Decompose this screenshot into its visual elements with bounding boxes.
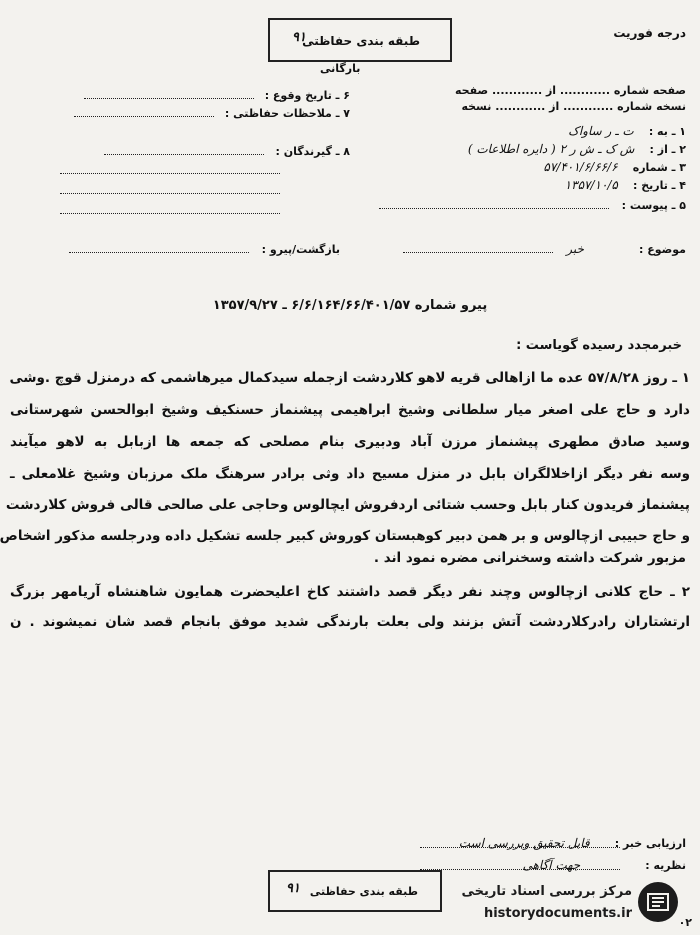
event-date-label: ۶ ـ تاریخ وقوع :	[264, 89, 350, 102]
from-label: ۲ ـ از :	[649, 143, 686, 156]
footer-stamp-value: ۹۱	[286, 881, 300, 896]
body-line: ۲ ـ حاج کلانی ازچالوس وچند نفر دیگر قصد داشتند کاخ اعلیحضرت همایون شاهنشاه آریامهر بزرگ	[10, 584, 690, 600]
attachment-row	[366, 194, 686, 210]
evaluation-value: قابل تحقیق وبررسی است	[458, 836, 590, 850]
number-row	[366, 156, 686, 172]
intro-line: خبرمجدد رسیده گویاست :	[516, 338, 682, 353]
classification-stamp-value: ۹۱	[292, 30, 306, 45]
date-row	[366, 174, 686, 190]
reference-line: پیرو شماره ۶/۶/۱۶۴/۶۶/۴۰۱/۵۷ ـ ۱۳۵۷/۹/۲۷	[212, 298, 488, 313]
evaluation-label: ارزیابی خبر :	[614, 837, 686, 850]
from-row	[366, 138, 686, 154]
body-line: وسه نفر دیگر ازاخلالگران بابل در منزل مسیح داد وثی برادر سرهنگ ملک مرزبان وشیخ غلامعلی ـ	[10, 466, 690, 482]
to-label: ۱ ـ به :	[648, 125, 686, 138]
body-line: وسید صادق مطهری پیشنماز مرزن آباد ودبیری بنام مصلحی که جمعه ها ازبابل به لاهو میآیند	[10, 434, 690, 450]
protective-notes-row	[60, 102, 350, 118]
watermark-text: مرکز بررسی اسناد تاریخی	[461, 884, 632, 899]
number-value: ۵۷/۴۰۱/۶/۶۶/۶	[543, 160, 618, 174]
dotted-line	[420, 846, 620, 848]
event-date-row	[60, 84, 350, 100]
return-row	[40, 238, 340, 256]
body-line: دارد و حاج علی اصغر میار سلطانی وشیخ ابراهیمی پیشنماز حسنکیف وشیخ ابوالحسن شهرستانی	[10, 402, 690, 418]
attachment-label: ۵ ـ پیوست :	[621, 199, 686, 212]
to-row	[366, 120, 686, 136]
sub-stamp: بارگانی	[320, 62, 361, 75]
watermark	[438, 876, 678, 932]
date-label: ۴ ـ تاریخ :	[632, 179, 686, 192]
date-value: ۱۳۵۷/۱۰/۵	[564, 178, 618, 192]
footer-stamp-label: طبقه بندی حفاظتی	[309, 885, 418, 898]
opinion-value: جهت آگاهی	[522, 858, 581, 872]
return-label: بازگشت/پیرو :	[261, 243, 340, 256]
body-line: مزبور شرکت داشته وسخنرانی مضره نمود اند .	[373, 550, 686, 566]
body-line: ارتشتاران رادرکلاردشت آتش بزنند ولی بعلت بارندگی شدید موفق بانجام قصد شان نمیشوند . ن	[10, 614, 690, 630]
copy-number-line: نسخه شماره ............ از ............ نسخه	[461, 100, 686, 113]
body-line: و حاج حبیبی ازچالوس و بر همن دبیر کوهبستان کوروش کبیر جلسه تشکیل داده ودرجلسه مذکور اشخاص	[0, 528, 690, 544]
footer-index: ۰۲	[678, 916, 692, 929]
subject-value: خبر	[566, 242, 584, 256]
dotted-line	[60, 212, 280, 214]
opinion-label: نظریه :	[645, 859, 686, 872]
dotted-line	[60, 172, 280, 174]
recipients-row	[60, 140, 350, 156]
page-number-line: صفحه شماره ............ از ............ صفحه	[455, 84, 686, 97]
classification-stamp	[268, 18, 452, 62]
subject-label: موضوع :	[639, 243, 686, 256]
watermark-url: historydocuments.ir	[483, 906, 632, 921]
body-line: ۱ ـ روز ۵۷/۸/۲۸ عده ما ازاهالی قریه لاهو کلاردشت ازجمله سیدکمال میرهاشمی که درمنزل قوچ .وشی	[9, 370, 690, 386]
classification-stamp-label: طبقه بندی حفاظتی	[302, 34, 420, 48]
watermark-logo-icon	[638, 882, 678, 922]
urgency-label: درجه فوریت	[613, 26, 686, 40]
number-label: ۳ ـ شماره	[632, 161, 686, 174]
to-value: ت ـ ر ساواک	[568, 124, 634, 138]
body-line: پیشنماز فریدون کنار بابل وحسب شتائی اردفروش ایچالوس وحاجی علی صالحی قالی فروش کلاردشت	[5, 497, 690, 513]
recipients-label: ۸ ـ گیرندگان :	[275, 145, 350, 158]
protective-notes-label: ۷ ـ ملاحظات حفاظتی :	[224, 107, 350, 120]
dotted-line	[420, 868, 620, 870]
dotted-line	[60, 192, 280, 194]
from-value: ش ک ـ ش ر ۲ ( دایره اطلاعات )	[467, 142, 635, 156]
footer-stamp	[268, 870, 442, 912]
subject-row	[356, 238, 686, 256]
